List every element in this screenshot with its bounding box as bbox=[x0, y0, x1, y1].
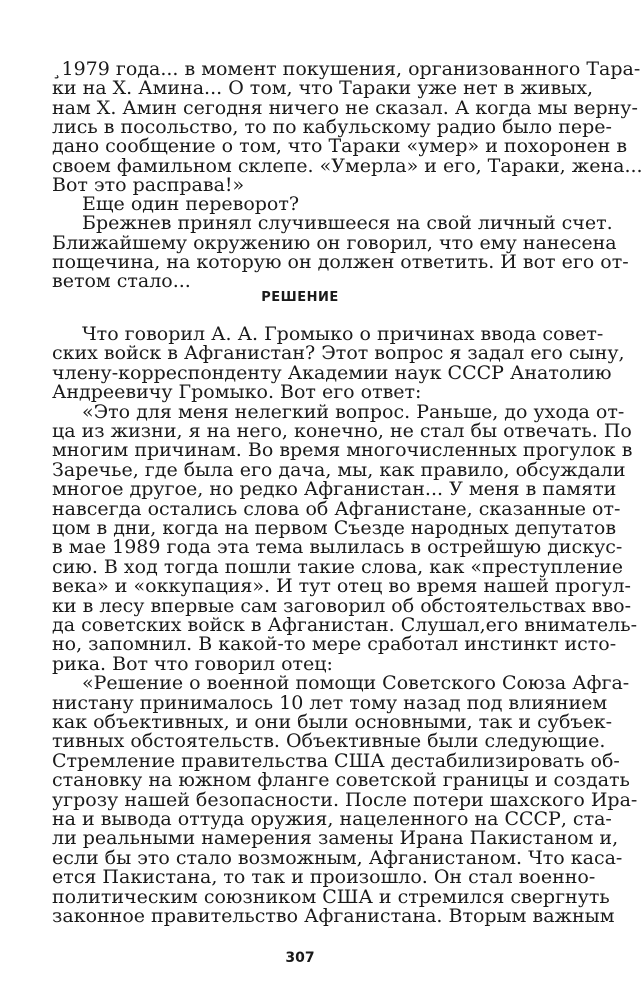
text-line: навсегда остались слова об Афганистане, сказанные от- bbox=[52, 497, 621, 520]
text-line: сию. В ход тогда пошли такие слова, как «преступление bbox=[52, 555, 623, 578]
text-line: ца из жизни, я на него, конечно, не стал бы отвечать. По bbox=[52, 420, 632, 442]
text-line: «Это для меня нелегкий вопрос. Раньше, до ухода от- bbox=[82, 400, 625, 423]
text-line: ветом стало... bbox=[52, 270, 191, 293]
text-line: да советских войск в Афганистан. Слушал,его вниматель- bbox=[52, 614, 638, 636]
text-line: Еще один переворот? bbox=[82, 193, 300, 216]
text-line: нам Х. Амин сегодня ничего не сказал. А когда мы верну- bbox=[52, 96, 638, 119]
text-line: «Решение о военной помощи Советского Союза Афга- bbox=[82, 672, 630, 695]
text-line: становку на южном фланге советской границы и создать bbox=[52, 769, 630, 792]
text-line: как объективных, и они были основными, так и субъек- bbox=[52, 711, 613, 733]
text-line: законное правительство Афганистана. Вторым важным bbox=[52, 905, 615, 927]
text-line: в мае 1989 года эта тема вылилась в острейшую дискус- bbox=[52, 536, 623, 559]
text-line: дано сообщение о том, что Тараки «умер» и похоронен в bbox=[52, 135, 628, 158]
text-line: ки в лесу впервые сам заговорил об обстоятельствах вво- bbox=[52, 594, 632, 617]
text-line: угрозу нашей безопасности. После потери шахского Ира- bbox=[52, 788, 638, 811]
text-line: многим причинам. Во время многочисленных прогулок в bbox=[52, 439, 633, 462]
text-line: Заречье, где была его дача, мы, как правило, обсуждали bbox=[52, 458, 626, 481]
section-heading: РЕШЕНИЕ bbox=[261, 290, 339, 305]
text-line: если бы это стало возможным, Афганистаном. Что каса- bbox=[52, 846, 623, 869]
text-line: многое другое, но редко Афганистан... У меня в памяти bbox=[52, 478, 617, 501]
text-line: пощечина, на которую он должен ответить. И вот его от- bbox=[52, 251, 629, 273]
page-number: 307 bbox=[285, 950, 315, 966]
text-line: на и вывода оттуда оружия, нацеленного на СССР, ста- bbox=[52, 808, 612, 830]
text-line: ских войск в Афганистан? Этот вопрос я задал его сыну, bbox=[52, 342, 625, 365]
text-line: Ближайшему окружению он говорил, что ему нанесена bbox=[52, 231, 617, 254]
text-line: лись в посольство, то по кабульскому радио было пере- bbox=[52, 115, 612, 138]
text-line: нистану принималось 10 лет тому назад под влиянием bbox=[52, 691, 608, 714]
text-line: века» и «оккупация». И тут отец во время нашей прогул- bbox=[52, 575, 631, 598]
text-line: но, запомнил. В какой-то мере сработал инстинкт исто- bbox=[52, 633, 617, 656]
text-line: тивных обстоятельств. Объективные были следующие. bbox=[52, 730, 606, 753]
text-line: Что говорил А. А. Громыко о причинах ввода совет- bbox=[82, 323, 604, 345]
text-line: Андреевичу Громыко. Вот его ответ: bbox=[52, 381, 422, 404]
text-line: Вот это расправа!» bbox=[52, 173, 245, 196]
text-line: ¸1979 года... в момент покушения, организованного Тара- bbox=[52, 58, 641, 80]
text-line: политическим союзником США и стремился свергнуть bbox=[52, 885, 610, 908]
text-line: Стремление правительства США дестабилизировать об- bbox=[52, 749, 620, 772]
text-line: ки на Х. Амина... О том, что Тараки уже нет в живых, bbox=[52, 77, 594, 100]
text-line: рика. Вот что говорил отец: bbox=[52, 652, 333, 675]
text-line: Брежнев принял случившееся на свой личный счет. bbox=[82, 212, 613, 235]
text-line: ли реальными намерения замены Ирана Пакистаном и, bbox=[52, 827, 619, 850]
text-line: члену-корреспонденту Академии наук СССР Анатолию bbox=[52, 361, 612, 384]
text-line: своем фамильном склепе. «Умерла» и его, Тараки, жена... bbox=[52, 154, 643, 177]
text-line: цом в дни, когда на первом Съезде народных депутатов bbox=[52, 517, 617, 539]
text-line: ется Пакистана, то так и произошло. Он стал военно- bbox=[52, 866, 596, 889]
